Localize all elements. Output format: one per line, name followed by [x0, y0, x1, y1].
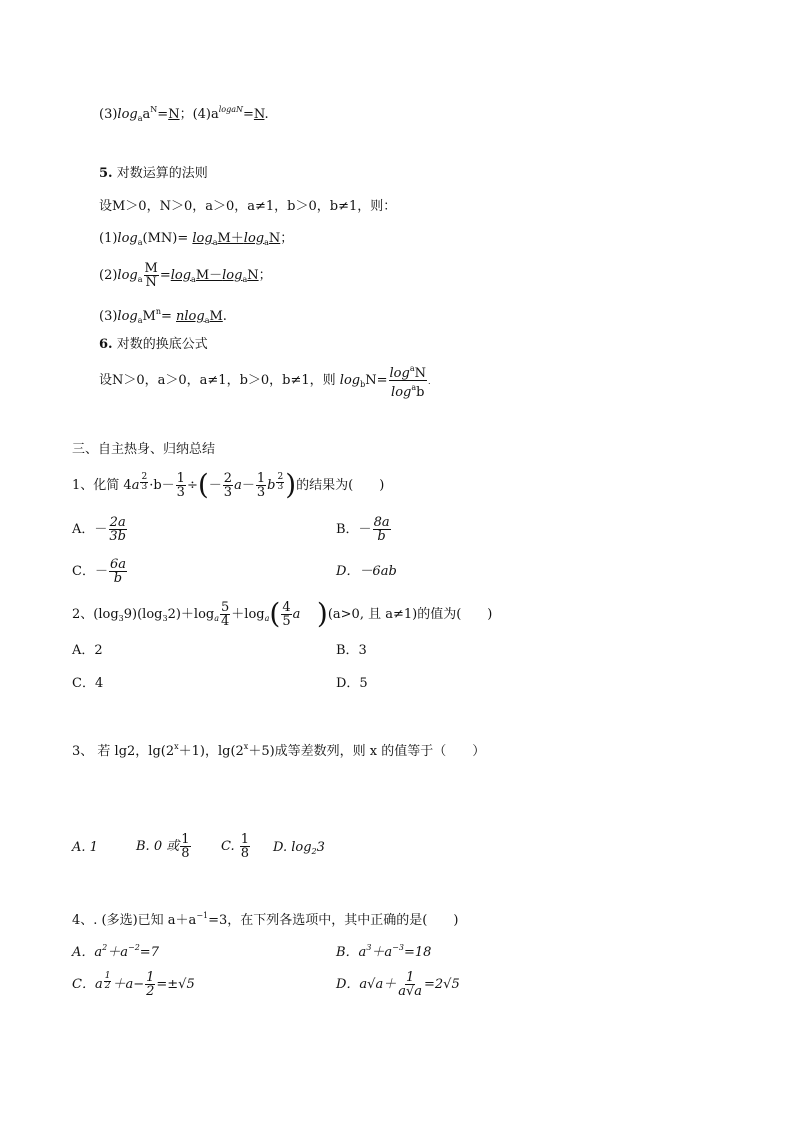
q2-option-a[interactable]: A．2 [72, 643, 103, 658]
question-2-stem: 2、$(\log_39)(\log_32)+\log_a$ $\frac{5}{4}$ $+\log_a$( $\frac{4}{5}$ a )(a>0, 且 a≠1)的值为( ) [72, 597, 493, 630]
q1-option-d[interactable]: D．－6ab [336, 564, 397, 579]
q4-option-b[interactable]: B．$a^3+a^{-3}=18$ [336, 943, 432, 960]
section-6-heading: 6. 对数的换底公式 [99, 337, 208, 352]
change-of-base-formula: 设N＞0，a＞0，a≠1，b＞0，b≠1，则 $\log_bN=$ $\frac{\log^aN}{\log^ab}$ . [99, 364, 431, 400]
rule-2: $(2)\log_a$ $\frac{M}{N}$ $=\log_aM-\log_aN$； [99, 261, 272, 290]
condition-text: 设M＞0，N＞0，a＞0，a≠1，b＞0，b≠1，则： [99, 199, 397, 214]
section-heading: 三、自主热身、归纳总结 [72, 442, 216, 457]
q2-option-b[interactable]: B．3 [336, 643, 367, 658]
rule-3: $(3)\log_aM^n= nlog_aM$. [99, 307, 227, 325]
q3-option-a[interactable]: A. 1 [72, 840, 98, 855]
q2-option-d[interactable]: D．5 [336, 676, 368, 691]
q1-option-c[interactable]: C．－ $\frac{6a}{b}$ [72, 557, 126, 586]
q1-option-b[interactable]: B．－ $\frac{8a}{b}$ [336, 515, 390, 544]
question-1-stem: 1、化简 4a $\frac{2}{3}$ ·b－ $\frac{1}{3}$ ÷(－ $\frac{2}{3}$ a－ $\frac{1}{3}$ b $\frac{2}{3}$ )的结果为( ) [72, 468, 385, 501]
q3-option-d[interactable]: D. $\log_23$ [273, 840, 325, 856]
q3-option-b[interactable]: B. 0 或 $\frac{1}{8}$ [136, 832, 190, 861]
question-3-stem: 3、 若 lg2，$\lg(2^x+1)$，$\lg(2^x+5)$成等差数列，则 x 的值等于（ ） [72, 742, 486, 759]
rule-line-3-4: $(3)\log_aa^N=N$；$(4)a^{logaN}=N$. [99, 105, 269, 123]
fraction-m-over-n: $\frac{M}{N}$ [144, 261, 158, 290]
q4-option-d[interactable]: D．a√a＋ $\frac{1}{a√a}$ =2√5 [336, 970, 460, 999]
fraction-change-of-base: $\frac{\log^aN}{\log^ab}$ [389, 364, 426, 400]
q2-option-c[interactable]: C．4 [72, 676, 104, 691]
question-4-stem: 4、. (多选)已知 $a+a^{-1}=3$，在下列各选项中，其中正确的是( ) [72, 911, 459, 928]
rule-1: $(1)\log_a(MN)= \log_aM+\log_aN$； [99, 231, 294, 247]
section-5-heading: 5. 对数运算的法则 [99, 166, 208, 181]
q1-option-a[interactable]: A．－ $\frac{2a}{3b}$ [72, 515, 126, 544]
q3-option-c[interactable]: C. $\frac{1}{8}$ [221, 832, 250, 861]
q4-option-a[interactable]: A．$a^2+a^{-2}=7$ [72, 943, 159, 960]
q4-option-c[interactable]: C．a $\frac{1}{2}$ ＋a− $\frac{1}{2}$ =±√5 [72, 970, 195, 999]
